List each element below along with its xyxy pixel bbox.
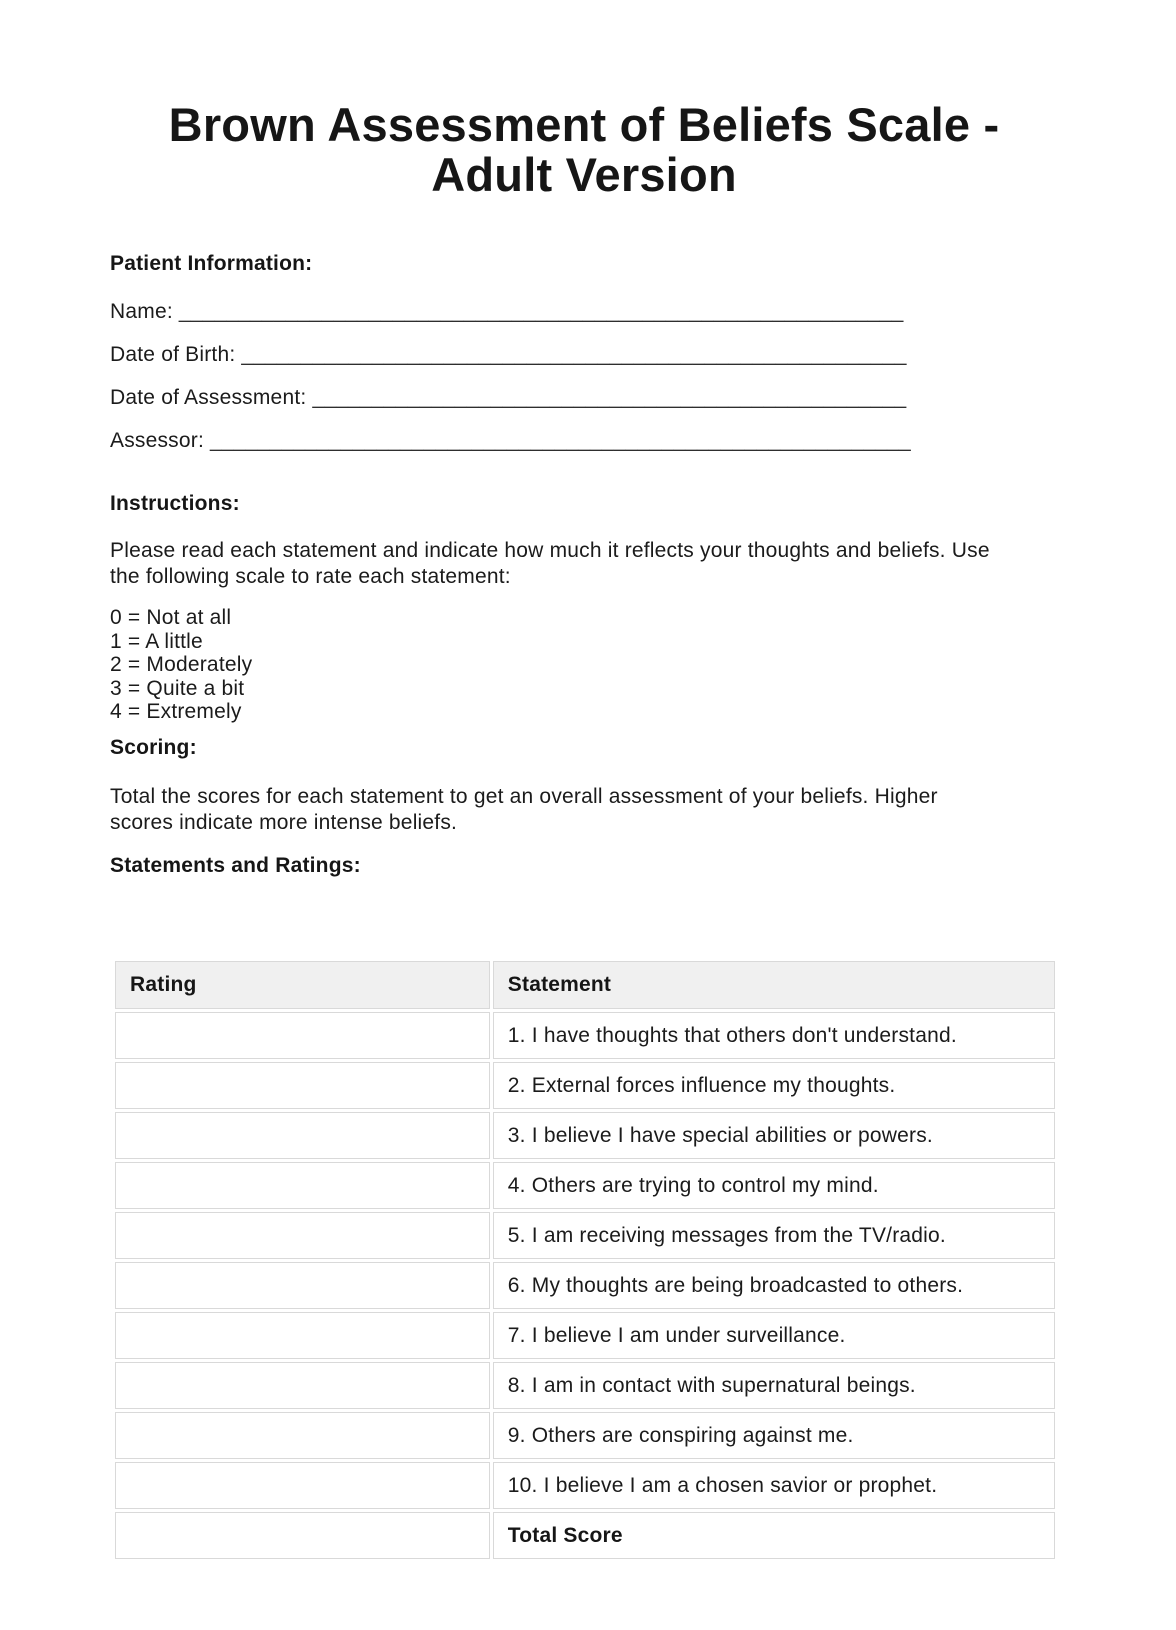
name-field-blank-line[interactable]: _____________________________________________________________ <box>178 300 904 323</box>
scale-item-3: 3 = Quite a bit <box>110 676 245 700</box>
table-row <box>115 1462 1055 1509</box>
table-row <box>115 1212 1055 1259</box>
statement-cell: 2. External forces influence my thoughts. <box>493 1062 1055 1109</box>
rating-cell[interactable] <box>115 1262 490 1309</box>
table-row <box>115 1012 1055 1059</box>
table-row <box>115 1062 1055 1109</box>
statement-column-header: Statement <box>493 961 1055 1009</box>
rating-column-header: Rating <box>115 961 490 1009</box>
assessor-field-label: Assessor: <box>110 429 204 452</box>
statement-cell: 9. Others are conspiring against me. <box>493 1412 1055 1459</box>
date-of-assessment-field-blank-line[interactable]: __________________________________________________ <box>312 386 907 409</box>
table-row <box>115 1312 1055 1359</box>
statements-ratings-table <box>112 958 1058 1562</box>
table-row <box>115 1262 1055 1309</box>
scoring-text: Total the scores for each statement to get an overall assessment of your beliefs. Higher scores indicate more intense beliefs. <box>110 784 938 834</box>
table-row <box>115 1412 1055 1459</box>
statement-cell: 1. I have thoughts that others don't understand. <box>493 1012 1055 1059</box>
date-of-birth-field-blank-line[interactable]: ________________________________________________________ <box>241 343 907 366</box>
scoring-heading: Scoring: <box>110 735 197 759</box>
statement-cell: 3. I believe I have special abilities or powers. <box>493 1112 1055 1159</box>
patient-info-heading: Patient Information: <box>110 252 313 275</box>
statement-cell: 8. I am in contact with supernatural beings. <box>493 1362 1055 1409</box>
page-title: Brown Assessment of Beliefs Scale - Adult Version <box>168 98 1000 201</box>
assessor-field-row <box>110 429 1176 453</box>
scale-item-1: 1 = A little <box>110 629 203 653</box>
rating-cell[interactable] <box>115 1462 490 1509</box>
statements-section <box>110 854 1176 1562</box>
statements-heading: Statements and Ratings: <box>110 853 361 877</box>
scale-item-0: 0 = Not at all <box>110 606 232 629</box>
instructions-text: Please read each statement and indicate how much it reflects your thoughts and beliefs. Use the following scale to rate each statement: <box>110 539 990 588</box>
patient-info-section <box>110 252 1176 453</box>
scoring-section <box>110 736 1176 836</box>
rating-cell[interactable] <box>115 1062 490 1109</box>
date-of-birth-field-label: Date of Birth: <box>110 343 236 366</box>
instructions-heading: Instructions: <box>110 492 240 515</box>
rating-scale-list <box>110 606 1176 724</box>
total-score-rating-cell[interactable] <box>115 1512 490 1559</box>
statement-cell: 10. I believe I am a chosen savior or prophet. <box>493 1462 1055 1509</box>
table-header-row <box>115 961 1055 1009</box>
date-of-assessment-field-label: Date of Assessment: <box>110 386 307 409</box>
rating-cell[interactable] <box>115 1012 490 1059</box>
table-row <box>115 1162 1055 1209</box>
instructions-section <box>110 492 1176 724</box>
table-row <box>115 1362 1055 1409</box>
name-field-label: Name: <box>110 300 173 323</box>
statement-cell: 5. I am receiving messages from the TV/radio. <box>493 1212 1055 1259</box>
total-score-row <box>115 1512 1055 1559</box>
rating-cell[interactable] <box>115 1162 490 1209</box>
rating-cell[interactable] <box>115 1362 490 1409</box>
table-row <box>115 1112 1055 1159</box>
scale-item-2: 2 = Moderately <box>110 653 253 676</box>
total-score-label: Total Score <box>493 1512 1055 1559</box>
rating-cell[interactable] <box>115 1312 490 1359</box>
statement-cell: 7. I believe I am under surveillance. <box>493 1312 1055 1359</box>
rating-cell[interactable] <box>115 1212 490 1259</box>
rating-cell[interactable] <box>115 1412 490 1459</box>
statement-cell: 4. Others are trying to control my mind. <box>493 1162 1055 1209</box>
date-of-assessment-field-row <box>110 386 1176 410</box>
statement-cell: 6. My thoughts are being broadcasted to others. <box>493 1262 1055 1309</box>
scale-item-4: 4 = Extremely <box>110 700 242 723</box>
date-of-birth-field-row <box>110 343 1176 367</box>
rating-cell[interactable] <box>115 1112 490 1159</box>
name-field-row <box>110 300 1176 324</box>
assessor-field-blank-line[interactable]: ___________________________________________________________ <box>210 429 911 452</box>
